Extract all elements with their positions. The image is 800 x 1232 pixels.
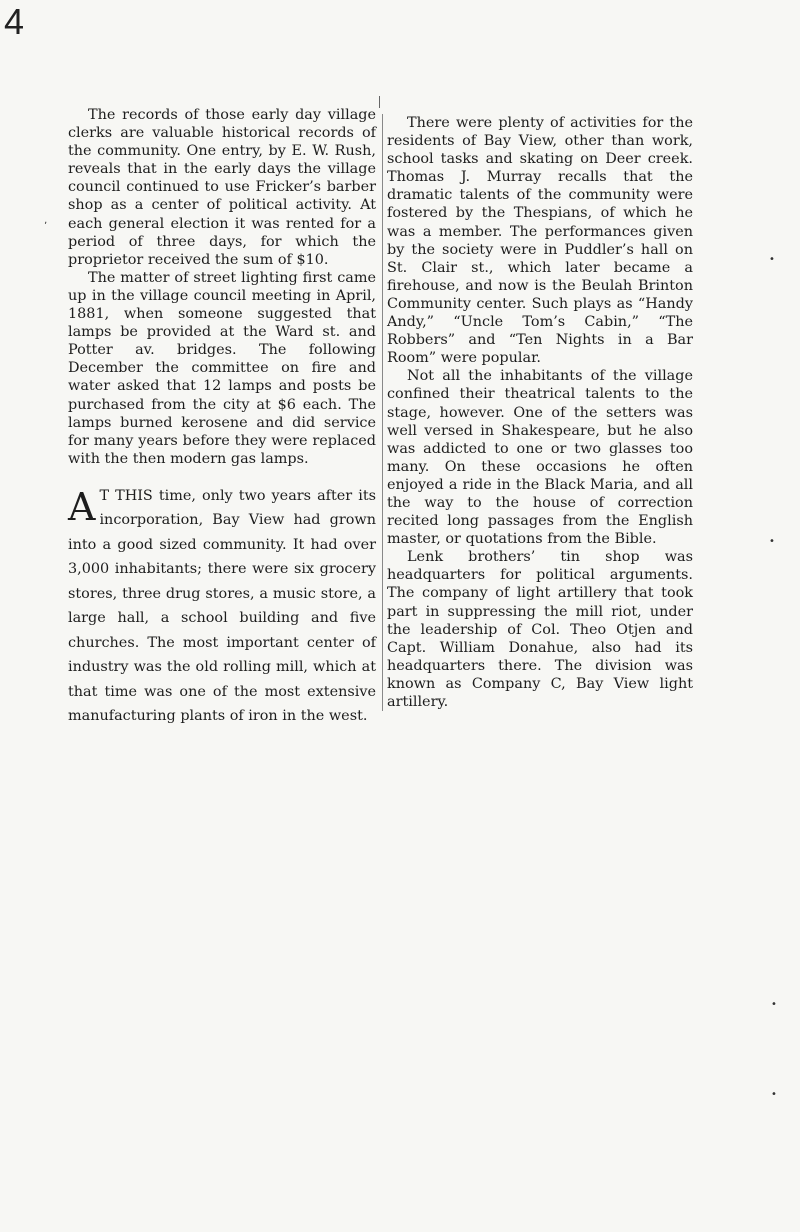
right-paragraph-lenk-brothers: Lenk brothers’ tin shop was headquarters for political arguments. The company of light artillery that took part in suppressing the mill riot, under the leadership of Col. Theo Otjen and Capt. William Donahue, also had its headquarters there. The division was known as Company C, Bay View light artillery. — [387, 549, 693, 710]
left-paragraph-street-lighting: The matter of street lighting first came up in the village council meeting in April, 1881, when someone suggested that lamps be provided at the Ward st. and Potter av. bridges. The following December the committee on fire and water asked that 12 lamps and posts be purchased from the city at $6 each. The lamps burned kerosene and did service for many years before they were replaced with the then modern gas lamps. — [68, 269, 376, 467]
left-paragraph-bay-view-growth — [68, 484, 376, 729]
margin-mark: ʼ — [44, 221, 48, 232]
right-paragraph-inhabitants: Not all the inhabitants of the village confined their theatrical talents to the stage, however. One of the setters was well versed in Shakespeare, but he also was addicted to one or two glasses too many. On these occasions he often enjoyed a ride in the Black Maria, and all the way to the house of correction recited long passages from the English master, or quotations from the Bible. — [387, 368, 693, 548]
left-column — [68, 106, 376, 729]
left-paragraph-records: The records of those early day village clerks are valuable historical records of the community. One entry, by E. W. Rush, reveals that in the early days the village council continued to use Fricker’s barber shop as a center of political activity. At each general election it was rented for a period of three days, for which the proprietor received the sum of $10. — [68, 107, 376, 268]
right-column — [382, 114, 693, 711]
margin-mark: • — [771, 999, 777, 1010]
column-divider-top — [379, 96, 380, 108]
drop-cap: A — [68, 484, 96, 529]
margin-mark: • — [771, 1089, 777, 1100]
right-paragraph-activities: There were plenty of activities for the residents of Bay View, other than work, school tasks and skating on Deer creek. Thomas J. Murray recalls that the dramatic talents of the community were fostered by the Thespians, of which he was a member. The performances given by the society were in Puddler’s hall on St. Clair st., which later became a firehouse, and now is the Beulah Brinton Community center. Such plays as “Handy Andy,” “Uncle Tom’s Cabin,” “The Robbers” and “Ten Nights in a Bar Room” were popular. — [387, 115, 693, 367]
section-lead-text: T THIS — [99, 487, 153, 504]
margin-mark: • — [769, 536, 775, 547]
section-body-text: time, only two years after its incorporation, Bay View had grown into a good sized community. It had over 3,000 inhabitants; there were six grocery stores, three drug stores, a music store, a large hall, a school building and five churches. The most important center of industry was the old rolling mill, which at that time was one of the most extensive manufacturing plants of iron in the west. — [68, 487, 376, 725]
page-number: 4 — [4, 1, 25, 42]
margin-mark: • — [769, 254, 775, 265]
